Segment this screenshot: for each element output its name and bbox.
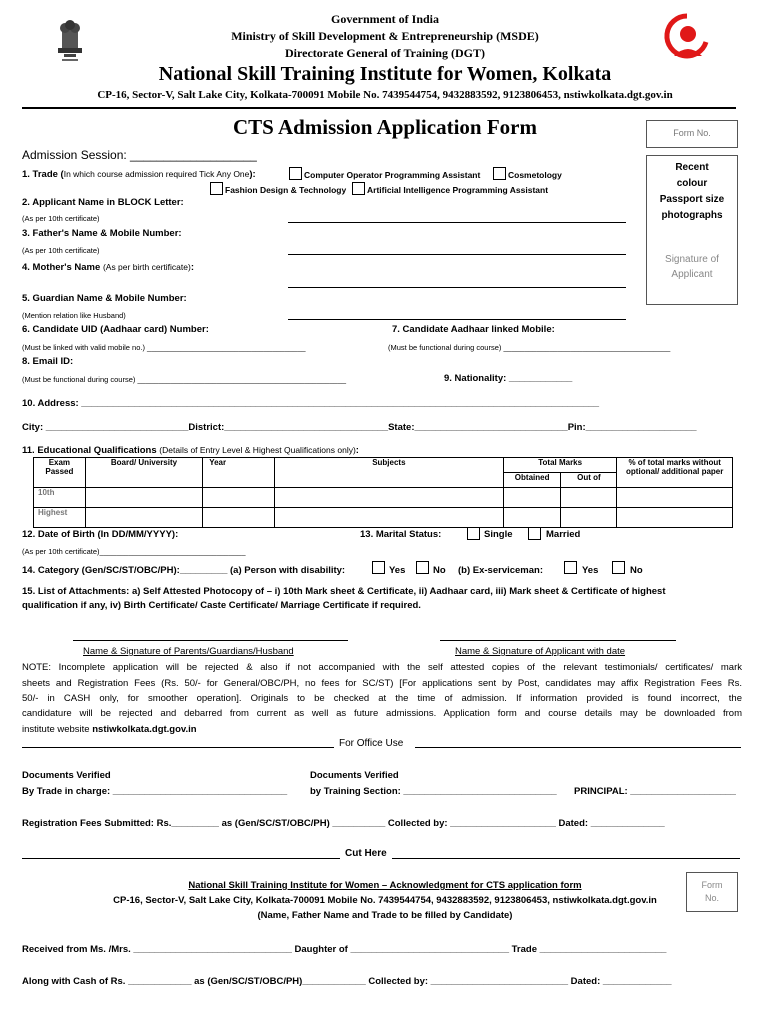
q3-input-line[interactable] [288,254,626,255]
institute-name: National Skill Training Institute for Women, Kolkata [158,63,612,85]
cut-divider-left [22,858,340,859]
header-line-1: Government of India [331,12,439,26]
col-obtained: Obtained [503,473,560,488]
q14-label: 14. Category (Gen/SC/ST/OBC/PH):_________ (a) Person with disability: [22,565,346,576]
disability-no-label: No [433,565,446,576]
q5-note: (Mention relation like Husband) [22,311,126,320]
col-board: Board/ University [85,458,202,488]
trade-option-ai: Artificial Intelligence Programming Assistant [367,185,549,195]
office-use-label: For Office Use [339,738,404,749]
ex-serviceman-yes-label: Yes [582,565,599,576]
ack-note: (Name, Father Name and Trade to be filled by Candidate) [257,910,513,921]
ack-title: National Skill Training Institute for Women – Acknowledgment for CTS application form [188,880,582,891]
docs-trade-label-2[interactable]: By Trade in charge: _________________________________ [22,786,288,797]
q5-label: 5. Guardian Name & Mobile Number: [22,293,187,304]
office-divider-right [415,747,741,748]
q15-line-2: qualification if any, iv) Birth Certificate/ Caste Certificate/ Marriage Certificate if required. [22,600,421,611]
ack-cash-line[interactable]: Along with Cash of Rs. ____________ as (Gen/SC/ST/OBC/PH)____________ Collected by: __________________________ Dated: _____________ [22,976,672,987]
q2-input-line[interactable] [288,222,626,223]
disability-no-checkbox[interactable] [416,561,429,574]
cut-here-label: Cut Here [345,848,387,859]
signature-box-label: Signature of Applicant [665,254,719,280]
note-line-3: 50/- in CASH only, for smoother operation]. Originals to be checked at the time of admission. If information provided is found incorrect, the [22,693,742,704]
docs-section-label-2[interactable]: by Training Section: _____________________________ [310,786,557,797]
col-year: Year [203,458,275,488]
q13-label: 13. Marital Status: [360,529,442,540]
disability-yes-label: Yes [389,565,406,576]
ex-serviceman-no-label: No [630,565,643,576]
q15-line-1: 15. List of Attachments: a) Self Attested Photocopy of – i) 10th Mark sheet & Certificate, ii) Aadhaar card, iii) Mark sheet & Certificate of highest [22,586,666,597]
applicant-signature-label: Name & Signature of Applicant with date [455,646,626,657]
ack-form-no-box[interactable] [686,872,738,912]
q10-address[interactable]: 10. Address: __________________________________________________________________________________________________ [22,398,600,409]
form-no-box[interactable] [646,120,738,148]
trade-checkbox-ai[interactable] [352,182,365,195]
q7-label: 7. Candidate Aadhaar linked Mobile: [392,324,555,335]
q9-nationality[interactable]: 9. Nationality: ____________ [444,373,573,384]
ex-serviceman-no-checkbox[interactable] [612,561,625,574]
trade-option-cosmetology: Cosmetology [508,170,562,180]
trade-checkbox-cosmetology[interactable] [493,167,506,180]
q2-note: (As per 10th certificate) [22,214,100,223]
institute-address: CP-16, Sector-V, Salt Lake City, Kolkata-700091 Mobile No. 7439544754, 9432883592, 9123806453, nstiwkolkata.dgt.gov.in [97,89,673,101]
table-row[interactable] [34,488,733,508]
principal-signature[interactable]: PRINCIPAL: ____________________ [574,786,736,797]
parent-signature-line[interactable] [73,640,348,641]
applicant-signature-line[interactable] [440,640,676,641]
trade-option-copa: Computer Operator Programming Assistant [304,170,481,180]
q11-label: 11. Educational Qualifications (Details of Entry Level & Highest Qualifications only): [22,445,359,456]
ack-form-no-label: Form No. [701,880,723,903]
q3-note: (As per 10th certificate) [22,246,100,255]
marital-single-label: Single [484,529,513,540]
q7-note[interactable]: (Must be functional during course) ________________________________________ [388,343,671,352]
marital-married-label: Married [546,529,581,540]
marital-married-checkbox[interactable] [528,527,541,540]
registration-fees-line[interactable]: Registration Fees Submitted: Rs._________ as (Gen/SC/ST/OBC/PH) __________ Collected by: ____________________ Dated: ______________ [22,818,665,829]
trade-option-fashion: Fashion Design & Technology [225,185,347,195]
ex-serviceman-yes-checkbox[interactable] [564,561,577,574]
q12-note[interactable]: (As per 10th certificate)___________________________________ [22,547,246,556]
form-title: CTS Admission Application Form [233,115,537,139]
row-label-10th: 10th [34,488,86,508]
docs-trade-label-1: Documents Verified [22,770,111,781]
q12-label: 12. Date of Birth (In DD/MM/YYYY): [22,529,179,540]
q6-note[interactable]: (Must be linked with valid mobile no.) ______________________________________ [22,343,306,352]
photo-box[interactable] [646,155,738,305]
q2-label: 2. Applicant Name in BLOCK Letter: [22,197,184,208]
header-line-3: Directorate General of Training (DGT) [285,46,485,60]
table-row[interactable] [34,508,733,528]
marital-single-checkbox[interactable] [467,527,480,540]
office-divider-left [22,747,334,748]
q6-label: 6. Candidate UID (Aadhaar card) Number: [22,324,209,335]
q3-label: 3. Father's Name & Mobile Number: [22,228,182,239]
header-line-2: Ministry of Skill Development & Entrepreneurship (MSDE) [231,29,539,43]
q8-label: 8. Email ID: [22,356,74,367]
note-line-4: candidature will be rejected and debarred from current as well as future admissions. Application form and course details may be downloaded from [22,708,742,719]
col-total-marks: Total Marks [503,458,616,473]
row-label-highest: Highest [34,508,86,528]
form-no-label: Form No. [673,128,711,138]
note-line-2: sheets and Registration Fees (Rs. 50/- for General/OBC/PH, no fees for SC/ST) [For applications sent by Post, candidates may affix Registration Fees Rs. [22,678,742,689]
col-out-of: Out of [561,473,617,488]
photo-box-label: Recent colour Passport size photographs [659,162,725,221]
ack-received-line[interactable]: Received from Ms. /Mrs. ______________________________ Daughter of ______________________________ Trade ________________________ [22,944,667,955]
disability-yes-checkbox[interactable] [372,561,385,574]
city-district-state-pin[interactable]: City: ___________________________District:_______________________________State:_____________________________Pin:_____________________ [22,422,697,433]
institute-website-link[interactable]: nstiwkolkata.dgt.gov.in [92,724,197,735]
note-line-1: NOTE: Incomplete application will be rejected & also if not accompanied with the self attested copies of the relevant testimonials/ certificates/ mark [22,662,742,673]
q5-input-line[interactable] [288,319,626,320]
q4-label: 4. Mother's Name (As per birth certificate): [22,262,194,273]
docs-section-label-1: Documents Verified [310,770,399,781]
q4-input-line[interactable] [288,287,626,288]
education-table [33,457,733,528]
trade-checkbox-copa[interactable] [289,167,302,180]
col-percent: % of total marks without optional/ additional paper [617,458,733,488]
trade-checkbox-fashion[interactable] [210,182,223,195]
trade-question: 1. Trade (In which course admission required Tick Any One): [22,169,256,180]
ex-serviceman-label: (b) Ex-serviceman: [458,565,544,576]
parent-signature-label: Name & Signature of Parents/Guardians/Husband [83,646,294,657]
note-line-5: institute website nstiwkolkata.dgt.gov.in [22,724,197,735]
admission-session[interactable]: Admission Session: ___________________ [22,148,257,162]
header-divider [22,107,736,109]
col-subjects: Subjects [274,458,503,488]
cut-divider-right [392,858,740,859]
ack-address: CP-16, Sector-V, Salt Lake City, Kolkata-700091 Mobile No. 7439544754, 9432883592, 9123806453, nstiwkolkata.dgt.gov.in [113,895,657,906]
q8-note[interactable]: (Must be functional during course) __________________________________________________ [22,375,347,384]
col-exam: Exam Passed [34,458,86,488]
